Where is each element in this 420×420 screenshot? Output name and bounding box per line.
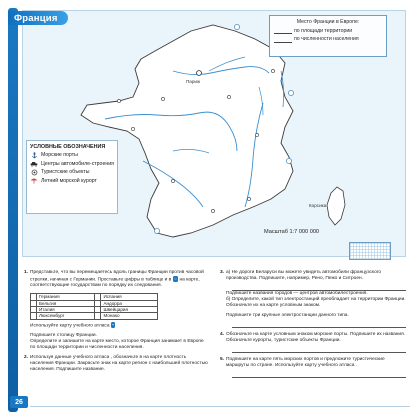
- task-3-extra: Подпишите три крупные электростанции данного типа.: [220, 313, 406, 328]
- map-frame: [22, 10, 406, 257]
- population-rank-label: по численности населения: [294, 36, 359, 42]
- table-row: Бельгия Андорра: [31, 300, 158, 306]
- countries-table: [30, 293, 158, 320]
- page-number: 26: [10, 396, 28, 408]
- area-rank-blank[interactable]: [274, 28, 292, 34]
- legend-item-resort: Летний морской курорт: [30, 178, 114, 184]
- legend-item-tourist: Туристские объекты: [30, 169, 114, 175]
- task-1: 1. Представьте, что вы перемещаетесь вдоль границы Франции против часовой стрелки, начиная с Германии. Проставьте цифры в таблице и в ○ на карте, соответствующие государствам по порядку их следования.: [24, 270, 204, 289]
- task-5: 5. Подпишите на карте пять морских портов и предложите туристические маршруты по стране. Используйте карту учебного атласа .: [220, 357, 406, 378]
- legend-item-car-centers: Центры автомобиле-строения: [30, 161, 114, 167]
- car-factory-icon: [30, 161, 38, 167]
- answer-line[interactable]: [232, 346, 406, 353]
- corsica-label: Корсика: [309, 203, 327, 208]
- tasks-left-column: [24, 270, 208, 377]
- left-color-band: [8, 8, 18, 412]
- corsica-outline: [327, 187, 345, 225]
- answer-grid[interactable]: [349, 242, 391, 260]
- paris-marker: [197, 71, 202, 76]
- europe-place-title: Место Франции в Европе:: [296, 19, 360, 25]
- map-scale: Масштаб 1:7 000 000: [264, 229, 320, 235]
- title-banner: [8, 11, 68, 25]
- tasks-right-column: [220, 270, 406, 382]
- task-4: 4. Обозначьте на карте условным знаком морские порты. Подпишите их названия. Обозначьте курорты, туристские объекты Франции.: [220, 332, 406, 353]
- tourist-site-icon: [30, 169, 38, 175]
- page-title: Франция: [14, 12, 58, 24]
- europe-place-box: [269, 15, 387, 57]
- answer-line[interactable]: [232, 284, 406, 291]
- area-rank-label: по площади территории: [294, 27, 353, 34]
- task-2: 2. Используя данные учебного атласа , обозначьте в на карте плотность населения Франции. Закрасьте знак на карте регион с наибольшей плотностью населения. Подпишите название.: [24, 355, 208, 373]
- tasks-section: [24, 270, 406, 395]
- atlas-reference-icon: ▪: [112, 321, 114, 327]
- legend-item-ports: Морские порты: [30, 152, 114, 158]
- answer-line[interactable]: [232, 321, 406, 328]
- answer-line[interactable]: [232, 371, 406, 378]
- task-1-capital: Подпишите столицу Франции. Определите и запишите на карте место, которое Франция занимает в Европе по площади территории и численности населения.: [30, 333, 204, 351]
- population-rank-blank[interactable]: [274, 37, 292, 43]
- anchor-icon: [30, 152, 38, 158]
- bottom-rule: [30, 406, 410, 407]
- beach-umbrella-icon: [30, 178, 38, 184]
- table-row: Германия Испания: [31, 294, 158, 300]
- table-row: Италия Швейцария: [31, 307, 158, 313]
- task-1-note: Используйте карту учебного атласа ▪: [30, 321, 114, 329]
- table-row: Люксембург Монако: [31, 313, 158, 319]
- paris-label: Париж: [186, 79, 201, 84]
- legend-title: УСЛОВНЫЕ ОБОЗНАЧЕНИЯ: [30, 144, 106, 150]
- task-3: 3. а) Не дороги Беларуси вы можете увидеть автомобили французского производства. Подпишите, например, Рено, Пежо и Ситроен. Подпишите названия городов — центров автомобилестроения. б) Определите, какой тип электростанций преобладает на территории Франции. Обозначьте их на карте условным знаком.: [220, 270, 406, 308]
- map-legend: [26, 140, 118, 214]
- circle-marker-icon: ○: [174, 276, 177, 281]
